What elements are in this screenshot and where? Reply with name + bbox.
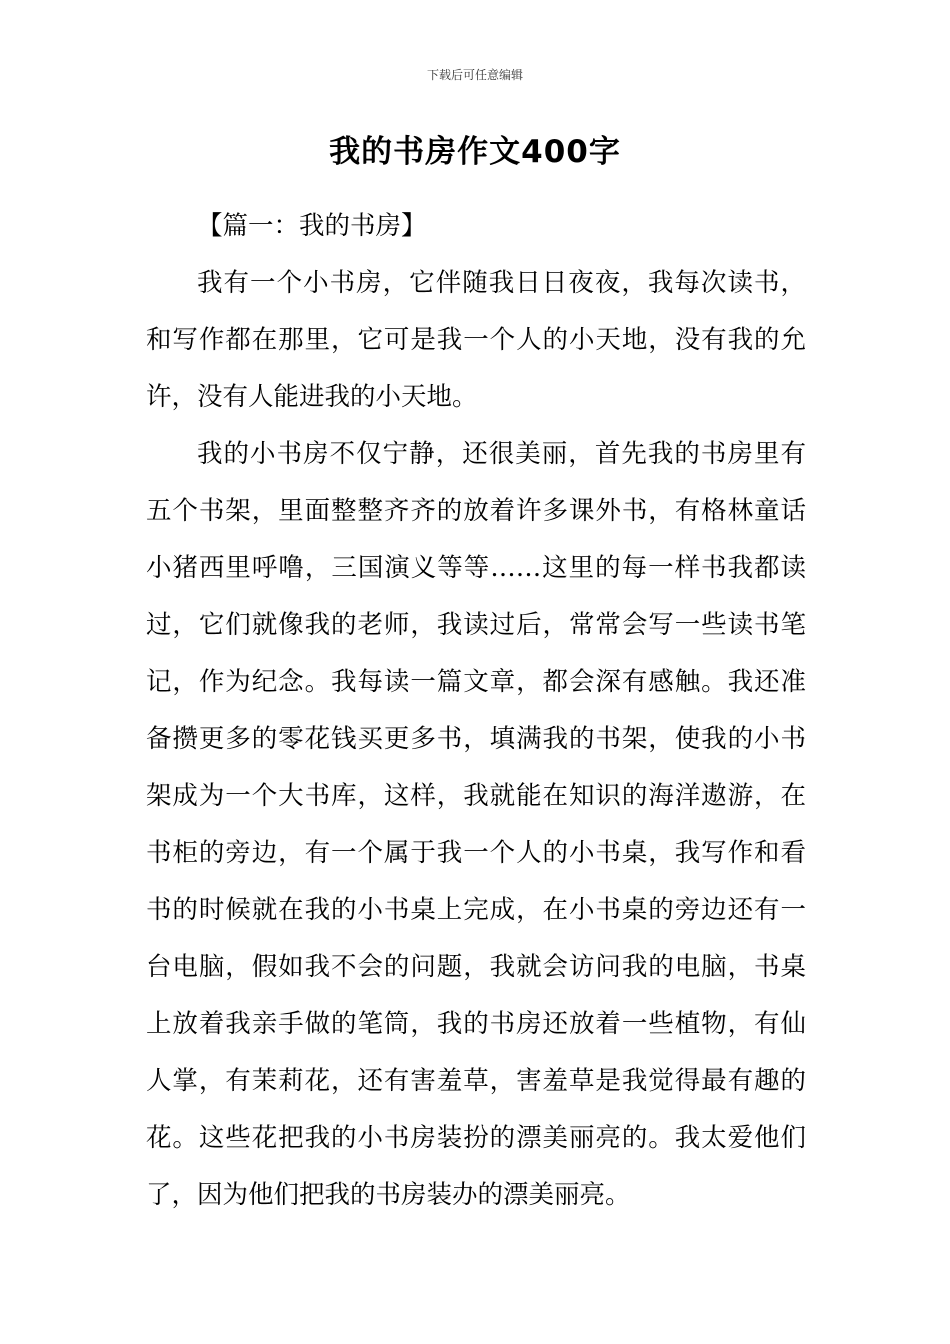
document-body [146, 198, 806, 1224]
document-title: 我的书房作文400字 [329, 134, 621, 170]
paragraph-1: 我有一个小书房，它伴随我日日夜夜，我每次读书，和写作都在那里，它可是我一个人的小天地，没有我的允许，没有人能进我的小天地。 [146, 268, 806, 412]
header-note: 下载后可任意编辑 [426, 68, 523, 82]
paragraph-2: 我的小书房不仅宁静，还很美丽，首先我的书房里有五个书架，里面整整齐齐的放着许多课外书，有格林童话小猪西里呼噜，三国演义等等……这里的每一样书我都读过，它们就像我的老师，我读过后，常常会写一些读书笔记，作为纪念。我每读一篇文章，都会深有感触。我还准备攒更多的零花钱买更多书，填满我的书架，使我的小书架成为一个大书库，这样，我就能在知识的海洋遨游，在书柜的旁边，有一个属于我一个人的小书桌，我写作和看书的时候就在我的小书桌上完成，在小书桌的旁边还有一台电脑，假如我不会的问题，我就会访问我的电脑，书桌上放着我亲手做的笔筒，我的书房还放着一些植物，有仙人掌，有茉莉花，还有害羞草，害羞草是我觉得最有趣的花。这些花把我的小书房装扮的漂美丽亮的。我太爱他们了，因为他们把我的书房装办的漂美丽亮。 [146, 439, 806, 1210]
section-heading: 【篇一：我的书房】 [197, 211, 427, 241]
